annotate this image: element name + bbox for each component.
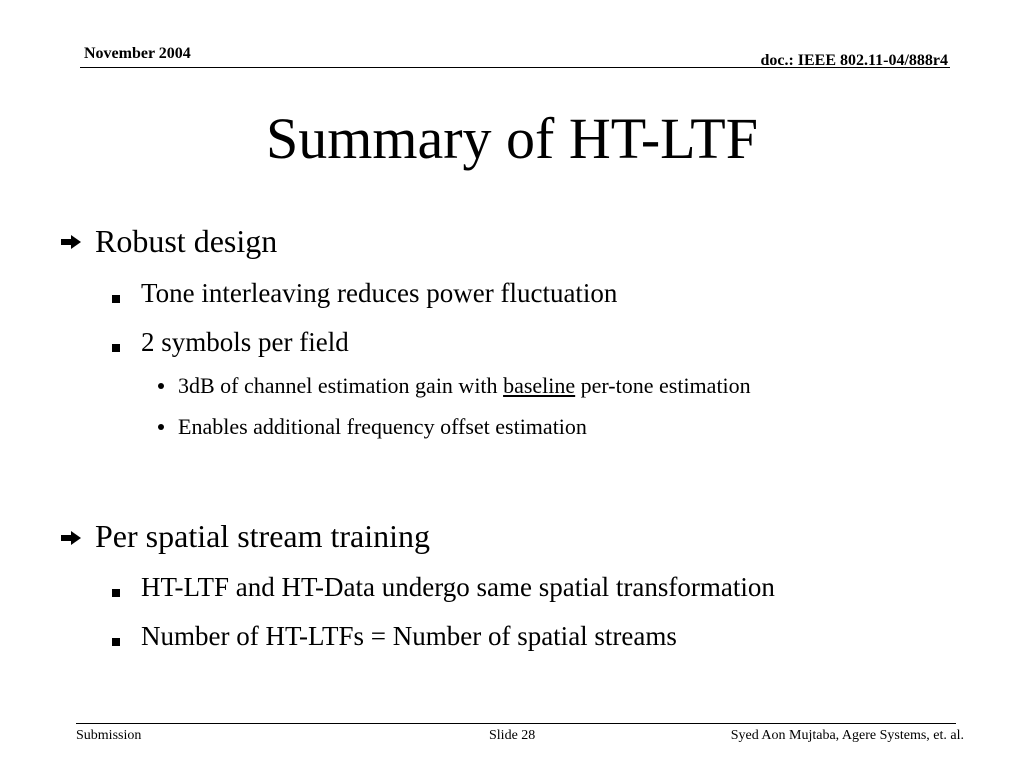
bullet-robust-design: Robust design bbox=[95, 223, 278, 259]
point-frequency-offset: Enables additional frequency offset estimation bbox=[178, 414, 587, 439]
dot-bullet-icon bbox=[158, 424, 164, 430]
footer-author: Syed Aon Mujtaba, Agere Systems, et. al. bbox=[730, 728, 964, 743]
slide-title: Summary of HT-LTF bbox=[266, 106, 758, 171]
header-divider bbox=[80, 67, 950, 68]
header-doc-id: doc.: IEEE 802.11-04/888r4 bbox=[760, 52, 948, 69]
right-arrow-icon bbox=[60, 530, 82, 546]
sub-bullet-tone-interleaving: Tone interleaving reduces power fluctuation bbox=[141, 278, 618, 308]
bullet-per-spatial-stream: Per spatial stream training bbox=[95, 518, 431, 554]
sub-bullet-spatial-transformation: HT-LTF and HT-Data undergo same spatial transformation bbox=[141, 572, 775, 602]
footer-slide-number: Slide 28 bbox=[489, 728, 536, 743]
point-text-before: 3dB of channel estimation gain with bbox=[178, 373, 504, 398]
square-bullet-icon bbox=[112, 638, 120, 646]
header-date: November 2004 bbox=[84, 45, 191, 62]
square-bullet-icon bbox=[112, 344, 120, 352]
point-text-underlined: baseline bbox=[503, 373, 576, 398]
right-arrow-icon bbox=[60, 234, 82, 250]
square-bullet-icon bbox=[112, 589, 120, 597]
sub-bullet-two-symbols: 2 symbols per field bbox=[141, 327, 349, 357]
footer-divider bbox=[76, 723, 956, 724]
sub-bullet-number-of-ltfs: Number of HT-LTFs = Number of spatial streams bbox=[141, 621, 677, 651]
point-channel-estimation-gain bbox=[178, 373, 751, 399]
square-bullet-icon bbox=[112, 295, 120, 303]
dot-bullet-icon bbox=[158, 383, 164, 389]
footer-submission: Submission bbox=[76, 728, 142, 743]
point-text-after: per-tone estimation bbox=[575, 373, 751, 398]
